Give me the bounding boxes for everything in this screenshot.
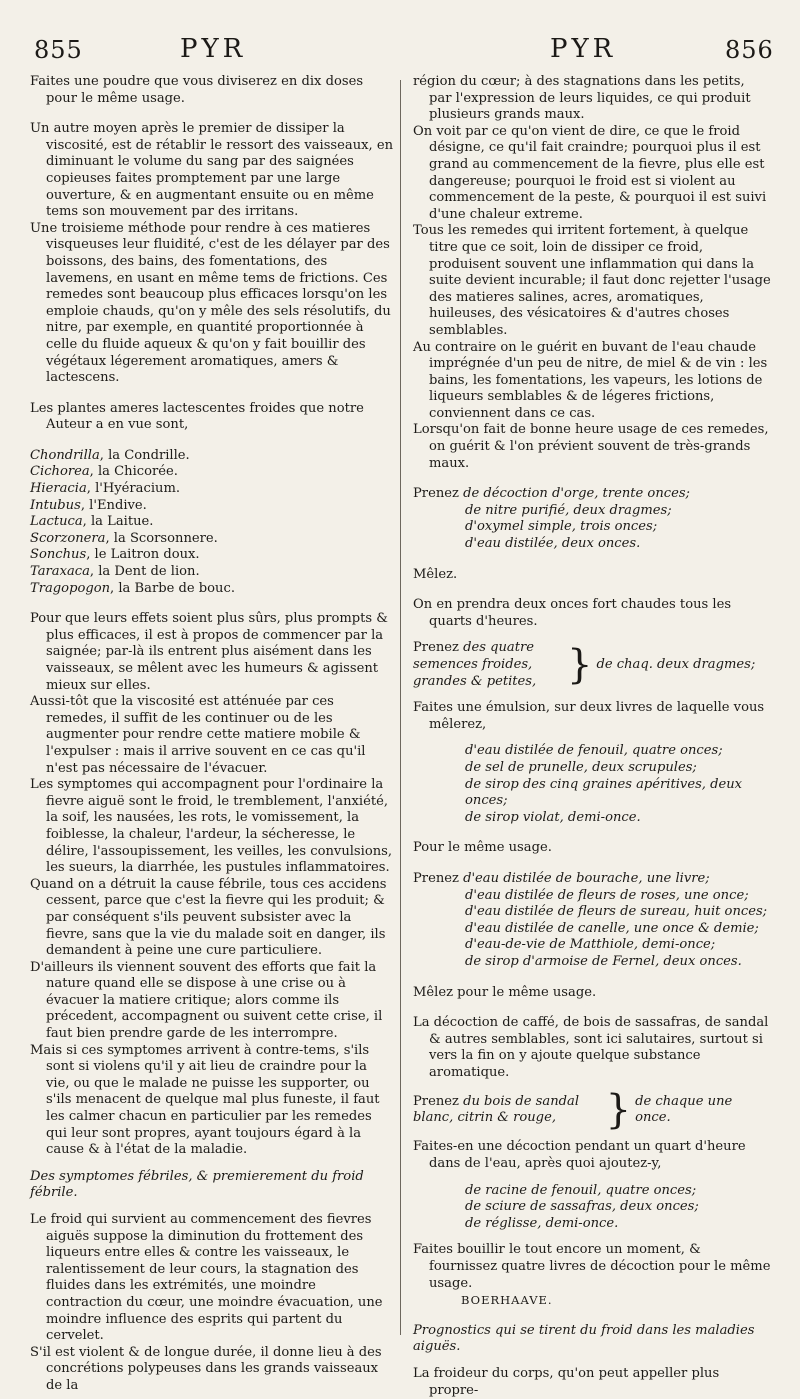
paragraph: Une troisieme méthode pour rendre à ces matieres visqueuses leur fluidité, c'est de les délayer par des boissons, des bains, des fomentations, des lavemens, en usant en même tems de frictions. Ces remedes sont beaucoup plus efficaces lorsqu'on les emploie chauds, qu'on y mêle des sels résolutifs, du nitre, par exemple, en quantité proportionnée à celle du fluide aqueux & qu'on y fait bouillir des végétaux légerement aromatiques, amers & lactescens. xyxy=(30,220,391,386)
section-heading: Prognostics qui se tirent du froid dans les maladies aiguës. xyxy=(413,1322,755,1355)
recipe-line: de racine de fenouil, quatre onces; xyxy=(465,1182,697,1198)
paragraph: Au contraire on le guérit en buvant de l'eau chaude imprégnée d'un peu de nitre, de miel & de vin : les bains, les fomentations, les vapeurs, les lotions de liqueurs semblables & de légeres frictions, conviennent dans ce cas. xyxy=(413,339,768,421)
recipe-first-line: Prenez de décoction d'orge, trente onces; xyxy=(413,486,690,502)
recipe-brace xyxy=(413,1087,771,1134)
plant-item: Tragopogon, la Barbe de bouc. xyxy=(30,580,235,596)
recipe-line: d'eau distilée de fleurs de sureau, huit onces; xyxy=(465,904,768,920)
recipe-line: de sirop violat, demi-once. xyxy=(465,809,641,825)
recipe xyxy=(413,871,771,971)
paragraph: Les plantes ameres lactescentes froides que notre Auteur a en vue sont, xyxy=(30,400,364,433)
recipe-brace-quantity: de chaq. deux dragmes; xyxy=(596,657,756,672)
plant-item: Intubus, l'Endive. xyxy=(30,497,147,513)
recipe xyxy=(413,743,771,826)
right-page-number: 856 xyxy=(725,36,774,64)
plant-item: Chondrilla, la Condrille. xyxy=(30,447,190,463)
recipe-first-line: Prenez d'eau distilée de bourache, une livre; xyxy=(413,870,710,886)
paragraph: Mais si ces symptomes arrivent à contre-tems, s'ils sont si violens qu'il y ait lieu de craindre pour la vie, ou que le malade ne puisse les supporter, ou s'ils menacent de quelque mal plus funeste, il faut les calmer chacun en particulier par les remedes qui leur sont propres, ayant toujours égard à la cause & à l'état de la maladie. xyxy=(30,1042,380,1158)
recipe-line: de sirop d'armoise de Fernel, deux onces. xyxy=(465,953,742,969)
brace-symbol: } xyxy=(567,642,593,689)
recipe xyxy=(413,486,771,552)
recipe-line: de sciure de sassafras, deux onces; xyxy=(465,1199,699,1215)
plant-item: Lactuca, la Laitue. xyxy=(30,514,154,530)
recipe-line: d'eau distilée de canelle, une once & demie; xyxy=(465,920,759,936)
paragraph: région du cœur; à des stagnations dans les petits, par l'expression de leurs liquides, ce qui produit plusieurs grands maux. xyxy=(413,74,751,123)
right-running-head: PYR xyxy=(550,34,617,64)
paragraph: Faites-en une décoction pendant un quart d'heure dans de l'eau, après quoi ajoutez-y, xyxy=(413,1139,746,1172)
right-column xyxy=(413,74,771,1399)
recipe-brace xyxy=(413,640,771,690)
paragraph: Tous les remedes qui irritent fortement, à quelque titre que ce soit, loin de dissiper ce froid, produisent souvent une inflammation qui dans la suite devient incurable; il faut donc rejetter l'usage des matieres salines, acres, aromatiques, huileuses, des vésicatoires & d'autres choses semblables. xyxy=(413,223,771,338)
plant-item: Cichorea, la Chicorée. xyxy=(30,464,178,480)
recipe-brace-quantity: de chaque une once. xyxy=(635,1093,733,1126)
recipe-line: d'eau distilée de fenouil, quatre onces; xyxy=(465,743,723,759)
recipe-line: de réglisse, demi-once. xyxy=(465,1215,619,1231)
column-divider xyxy=(400,80,401,1335)
recipe-line: d'eau distilée, deux onces. xyxy=(465,536,641,552)
plant-item: Taraxaca, la Dent de lion. xyxy=(30,564,200,580)
paragraph: Aussi-tôt que la viscosité est atténuée par ces remedes, il suffit de les continuer ou de les augmenter pour rendre cette matiere mobile & l'expulser : mais il arrive souvent en ce cas qu'il n'est pas nécessaire de l'évacuer. xyxy=(30,694,366,776)
recipe xyxy=(413,1183,771,1233)
recipe-line: d'oxymel simple, trois onces; xyxy=(465,519,658,535)
left-running-head: PYR xyxy=(180,34,247,64)
section-heading: Des symptomes fébriles, & premierement du froid fébrile. xyxy=(30,1168,364,1201)
paragraph: Faites bouillir le tout encore un moment, & fournissez quatre livres de décoction pour le même usage. xyxy=(413,1242,771,1291)
recipe-brace-ingredients: Prenez du bois de sandal blanc, citrin & rouge, xyxy=(413,1093,580,1126)
paragraph: Mêlez. xyxy=(413,566,458,582)
recipe-line: de sirop des cinq graines apéritives, deux onces; xyxy=(465,776,743,809)
paragraph: Les symptomes qui accompagnent pour l'ordinaire la fievre aiguë sont le froid, le tremblement, l'anxiété, la soif, les nausées, les rots, le vomissement, la foiblesse, la chaleur, l'ardeur, la sécheresse, le délire, l'assoupissement, les veilles, les convulsions, les sueurs, la diarrhée, les pustules inflammatoires. xyxy=(30,777,393,876)
paragraph: On voit par ce qu'on vient de dire, ce que le froid désigne, ce qu'il fait craindre; pourquoi plus il est grand au commencement de la fievre, plus elle est dangereuse; pourquoi le froid est si violent au commencement de la peste, & pourquoi il est suivi d'une chaleur extreme. xyxy=(413,123,767,222)
paragraph: Un autre moyen après le premier de dissiper la viscosité, est de rétablir le ressort des vaisseaux, en diminuant le volume du sang par des saignées copieuses faites promptement par une large ouverture, & en augmentant ensuite ou en même tems son mouvement par des irritans. xyxy=(30,121,394,220)
paragraph: Faites une poudre que vous diviserez en dix doses pour le même usage. xyxy=(30,74,364,106)
paragraph: S'il est violent & de longue durée, il donne lieu à des concrétions polypeuses dans les grands vaisseaux de la xyxy=(30,1344,382,1393)
paragraph: Pour le même usage. xyxy=(413,840,552,856)
paragraph: D'ailleurs ils viennent souvent des efforts que fait la nature quand elle se dispose à une crise ou à évacuer la matiere critique; alors comme ils précedent, accompagnent ou suivent cette crise, il faut bien prendre garde de les interrompre. xyxy=(30,959,383,1042)
recipe-line: d'eau-de-vie de Matthiole, demi-once; xyxy=(465,937,716,953)
left-column xyxy=(30,74,394,1395)
paragraph: La froideur du corps, qu'on peut appeller plus propre- xyxy=(413,1366,720,1398)
paragraph: Faites une émulsion, sur deux livres de laquelle vous mêlerez, xyxy=(413,700,765,732)
recipe-line: d'eau distilée de fleurs de roses, une once; xyxy=(465,887,749,903)
author-signature: BOERHAAVE. xyxy=(461,1293,553,1308)
recipe-line: de sel de prunelle, deux scrupules; xyxy=(465,759,697,775)
paragraph: Lorsqu'on fait de bonne heure usage de ces remedes, on guérit & l'on prévient souvent de très-grands maux. xyxy=(413,422,769,471)
plant-item: Scorzonera, la Scorsonnere. xyxy=(30,530,218,546)
paragraph: Mêlez pour le même usage. xyxy=(413,984,597,1000)
plant-item: Sonchus, le Laitron doux. xyxy=(30,547,200,563)
recipe-line: de nitre purifié, deux dragmes; xyxy=(465,502,672,518)
paragraph: On en prendra deux onces fort chaudes tous les quarts d'heures. xyxy=(413,597,732,629)
recipe-brace-ingredients: Prenez des quatre semences froides, grandes & petites, xyxy=(413,640,537,689)
paragraph: Pour que leurs effets soient plus sûrs, plus prompts & plus efficaces, il est à propos de commencer par la saignée; par-là ils entrent plus aisément dans les vaisseaux, se mêlent avec les humeurs & agissent mieux sur elles. xyxy=(30,611,388,693)
plant-list xyxy=(30,448,394,597)
brace-symbol: } xyxy=(605,1087,632,1134)
left-page-number: 855 xyxy=(34,36,83,64)
plant-item: Hieracia, l'Hyéracium. xyxy=(30,481,181,497)
paragraph: Quand on a détruit la cause fébrile, tous ces accidens cessent, parce que c'est la fievre qui les produit; & par conséquent s'ils peuvent subsister avec la fievre, sans que la vie du malade soit en danger, ils demandent à peine une cure particuliere. xyxy=(30,876,387,959)
paragraph: Le froid qui survient au commencement des fievres aiguës suppose la diminution du frottement des liqueurs entre elles & contre les vaisseaux, le ralentissement de leur cours, la stagnation des fluides dans les extrémités, une moindre contraction du cœur, une moindre évacuation, une moindre influence des esprits qui partent du cervelet. xyxy=(30,1212,383,1344)
paragraph: La décoction de caffé, de bois de sassafras, de sandal & autres semblables, sont ici salutaires, surtout si vers la fin on y ajoute quelque substance aromatique. xyxy=(413,1015,769,1080)
